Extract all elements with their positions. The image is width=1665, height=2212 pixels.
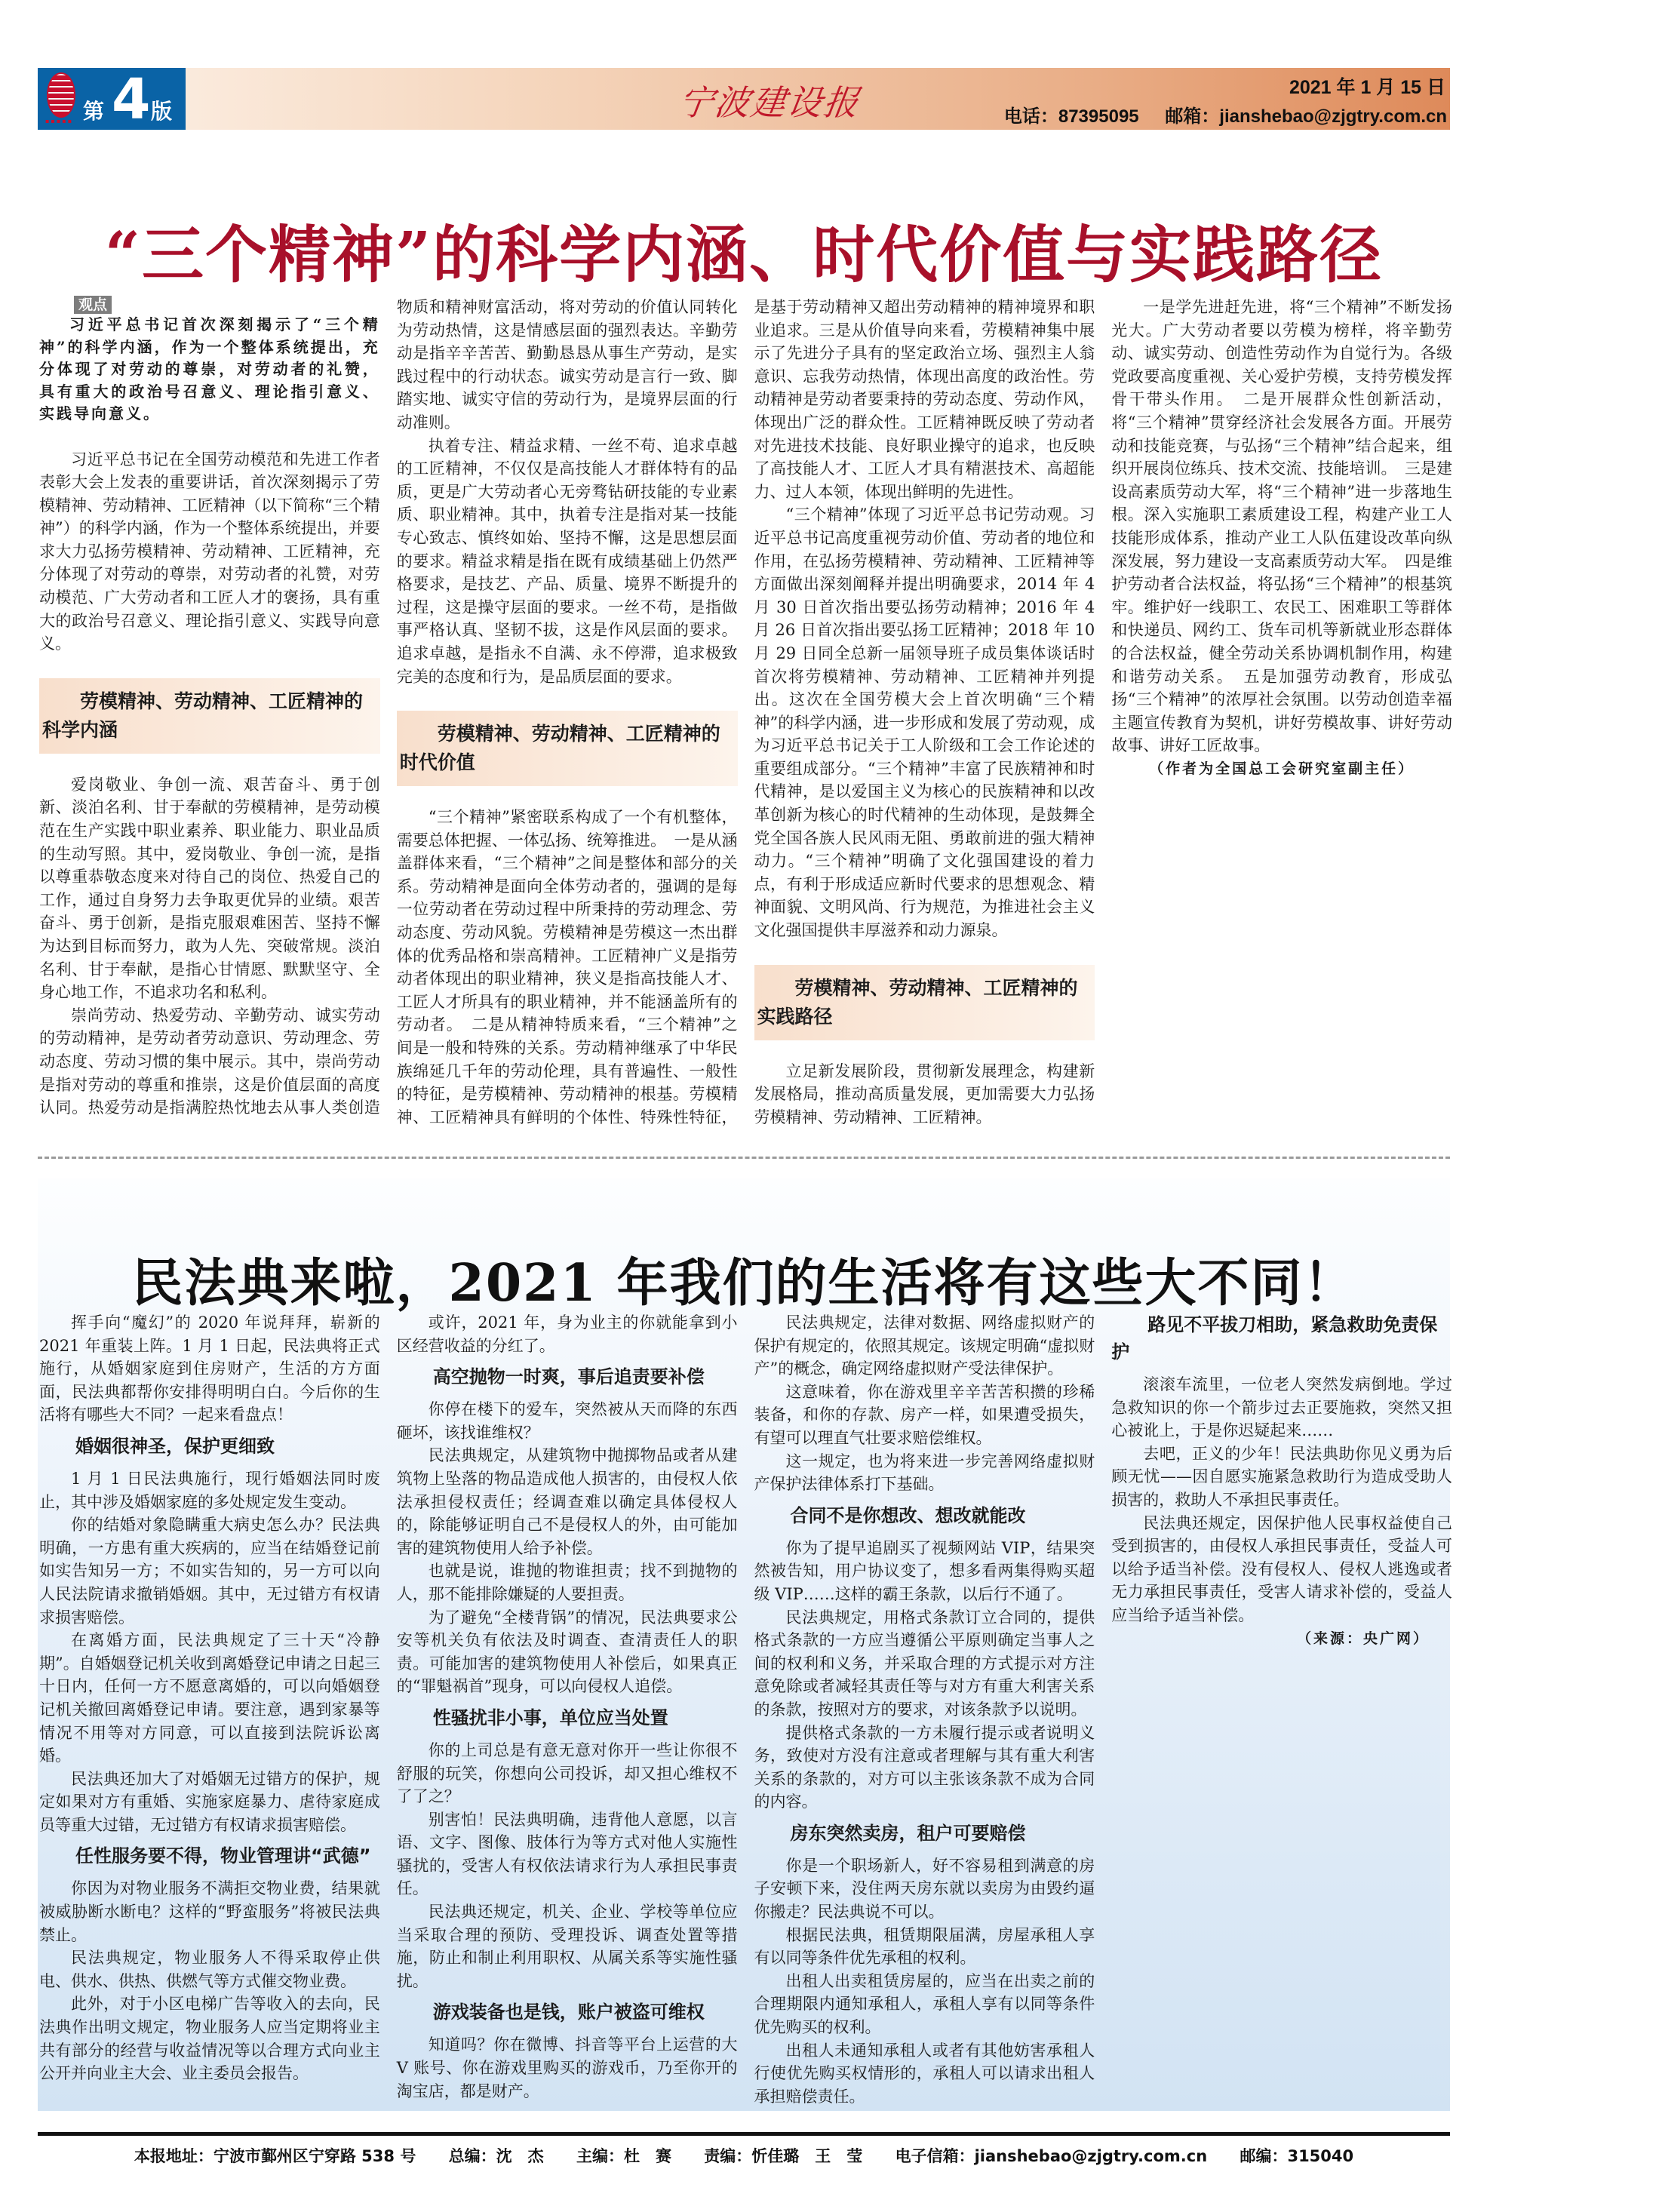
paragraph: 也就是说，谁抛的物谁担责；找不到抛物的人，那不能排除嫌疑的人要担责。 [396, 1562, 738, 1603]
paragraph: 习近平总书记在全国劳动模范和先进工作者表彰大会上发表的重要讲话，首次深刻揭示了劳模精神、劳动精神、工匠精神（以下简称“三个精神”）的科学内涵，作为一个整体系统提出，并要求大力弘扬劳模精神、劳动精神、工匠精神，充分体现了对劳动的尊崇，对劳动者的礼赞，对劳动模范、广大劳动者和工匠人才的褒扬，具有重大的政治号召意义、理论指引意义、实践导向意义。 [39, 450, 380, 653]
article1-body [39, 296, 1452, 1135]
article2-body [39, 1311, 1452, 2109]
paragraph: 你的结婚对象隐瞒重大病史怎么办？民法典明确，一方患有重大疾病的，应当在结婚登记前如实告知另一方；不如实告知的，另一方可以向人民法院请求撤销婚姻。其中，无过错方有权请求损害赔偿。 [39, 1516, 380, 1627]
article1-lede: 习近平总书记首次深刻揭示了“三个精神”的科学内涵，作为一个整体系统提出，充分体现了对劳动的尊崇，对劳动者的礼赞，具有重大的政治号召意义、理论指引意义、实践导向意义。 [39, 315, 380, 422]
footer-duty-editor: 责编：忻佳璐 王 莹 [704, 2147, 863, 2165]
subheading: 劳模精神、劳动精神、工匠精神的实践路径 [754, 965, 1095, 1040]
paragraph: 执着专注、精益求精、一丝不苟、追求卓越的工匠精神，不仅仅是高技能人才群体特有的品质，更是广大劳动者心无旁骛钻研技能的专业素质、职业精神。其中，执着专注是指对某一技能专心致志、慎终如始、坚持不懈，这是思想层面的要求。精益求精是指在既有成绩基础上仍然严格要求，是技艺、产品、质量、境界不断提升的过程，这是操守层面的要求。一丝不苟，是指做事严格认真、坚韧不拔，这是作风层面的要求。追求卓越，是指永不自满、永不停滞，追求极致完美的态度和行为，是品质层面的要求。 [396, 436, 738, 686]
paragraph: 这一规定，也为将来进一步完善网络虚拟财产保护法律体系打下基础。 [754, 1452, 1095, 1494]
paragraph: 崇尚劳动、热爱劳动、辛勤劳动、诚实劳动的劳动精神，是劳动者劳动意识、劳动理念、劳动态度、劳动习惯的集中展示。其中，崇尚劳动是指对劳动的尊重和推崇，这是价值层面的高度认同。热爱劳动是指满腔热忱地去从事人类创造物质和精神财富活动，将对劳动的价值认同转化为劳动热情，这是情感层面的强烈表达。辛勤劳动是指辛辛苦苦、勤勤恳恳从事生产劳动，是实践过程中的行动状态。诚实劳动是言行一致、脚踏实地、诚实守信的劳动行为，是境界层面的行动准则。 [39, 298, 738, 1117]
subheading: 合同不是你想改、想改就能改 [790, 1504, 1026, 1526]
subheading: 性骚扰非小事，单位应当处置 [432, 1707, 668, 1728]
paragraph: 你是一个职场新人，好不容易租到满意的房子安顿下来，没住两天房东就以卖房为由毁约逼你搬走？民法典说不可以。 [754, 1856, 1095, 1922]
paragraph: 在离婚方面，民法典规定了三十天“冷静期”。自婚姻登记机关收到离婚登记申请之日起三十日内，任何一方不愿意离婚的，可以向婚姻登记机关撤回离婚登记申请。要注意，遇到家暴等情况不用等对方同意，可以直接到法院诉讼离婚。 [39, 1631, 380, 1765]
contact-info [983, 101, 1447, 127]
paragraph: 民法典规定，物业服务人不得采取停止供电、供水、供热、供燃气等方式催交物业费。 [39, 1949, 380, 1990]
paragraph: 一是学先进赶先进，将“三个精神”不断发扬光大。广大劳动者要以劳模为榜样，将辛勤劳动、诚实劳动、创造性劳动作为自觉行为。各级党政要高度重视、关心爱护劳模，支持劳模发挥骨干带头作用。 二是开展群众性创新活动，将“三个精神”贯穿经济社会发展各方面。开展劳动和技能竞赛，与弘扬“三个精神”结合起来，组织开展岗位练兵、技术交流、技能培训。 三是建设高素质劳动大军，将“三个精神”进一步落地生根。深入实施职工素质建设工程，构建产业工人技能形成体系，推动产业工人队伍建设改革向纵深发展，努力建设一支高素质劳动大军。 四是维护劳动者合法权益，将弘扬“三个精神”的根基筑牢。维护好一线职工、农民工、困难职工等群体和快递员、网约工、货车司机等新就业形态群体的合法权益，健全劳动关系协调机制作用，构建和谐劳动关系。 五是加强劳动教育，形成弘扬“三个精神”的浓厚社会氛围。以劳动创造幸福主题宣传教育为契机，讲好劳模故事、讲好劳动故事、讲好工匠故事。 [1111, 298, 1452, 755]
paper-name-logo: 宁波建设报 [675, 82, 863, 123]
paragraph: 根据民法典，租赁期限届满，房屋承租人享有以同等条件优先承租的权利。 [754, 1925, 1095, 1968]
edition-badge [38, 68, 186, 130]
edition-suffix: 版 [151, 99, 173, 124]
paragraph: 民法典规定，用格式条款订立合同的，提供格式条款的一方应当遵循公平原则确定当事人之间的权利和义务，并采取合理的方式提示对方注意免除或者减轻其责任等与对方有重大利害关系的条款，按照对方的要求，对该条款予以说明。 [754, 1608, 1095, 1719]
email: 邮箱：jianshebao@zjgtry.com.cn [1165, 106, 1447, 127]
phone: 电话：87395095 [1003, 106, 1139, 127]
subheading: 婚姻很神圣，保护更细致 [75, 1435, 275, 1457]
subheading: 任性服务要不得，物业管理讲“武德” [75, 1845, 371, 1867]
paragraph: 民法典还加大了对婚姻无过错方的保护，规定如果对方有重婚、实施家庭暴力、虐待家庭成员等重大过错，无过错方有权请求损害赔偿。 [39, 1769, 380, 1834]
paragraph: 滚滚车流里，一位老人突然发病倒地。学过急救知识的你一个箭步过去正要施救，突然又担心被讹上，于是你迟疑起来…… [1111, 1375, 1452, 1440]
subheading: 房东突然卖房，租户可要赔偿 [790, 1822, 1026, 1844]
section-tag: 观点 [74, 296, 112, 314]
subheading: 高空抛物一时爽，事后追责要补偿 [432, 1366, 705, 1388]
masthead [38, 68, 1450, 130]
footer-email: 电子信箱：jianshebao@zjgtry.com.cn [895, 2147, 1208, 2165]
paragraph: 出租人出卖租赁房屋的，应当在出卖之前的合理期限内通知承租人，承租人享有以同等条件优先购买的权利。 [754, 1971, 1095, 2037]
subheading: 游戏装备也是钱，账户被盗可维权 [432, 2002, 705, 2023]
footer-chief-editor: 总编：沈 杰 [448, 2147, 544, 2165]
paragraph: 出租人未通知承租人或者有其他妨害承租人行使优先购买权情形的，承租人可以请求出租人承担赔偿责任。 [754, 2041, 1095, 2106]
article2-title: 民法典来啦，2021 年我们的生活将有这些大不同！ [131, 1252, 1356, 1313]
paragraph: “三个精神”体现了习近平总书记劳动观。习近平总书记高度重视劳动价值、劳动者的地位和作用，在弘扬劳模精神、劳动精神、工匠精神等方面做出深刻阐释并提出明确要求，2014 年 4 月 30 日首次指出要弘扬劳动精神；2016 年 4 月 26 日首次指出要弘扬工匠精神；2018 年 10 月 29 日同全总新一届领导班子成员集体谈话时首次将劳模精神、劳动精神、工匠精神并列提出。这次在全国劳模大会上首次明确“三个精神”的科学内涵，进一步形成和发展了劳动观，成为习近平总书记关于工人阶级和工会工作论述的重要组成部分。“三个精神”丰富了民族精神和时代精神，是以爱国主义为核心的民族精神和以改革创新为核心的时代精神的生动体现，是鼓舞全党全国各族人民风雨无阻、勇敢前进的强大精神动力。“三个精神”明确了文化强国建设的着力点，有利于形成适应新时代要求的思想观念、精神面貌、文明风尚、行为规范，为推进社会主义文化强国提供丰厚滋养和动力源泉。 [754, 505, 1095, 940]
logo-caption-icon: ▪▪▪▪▪ [45, 118, 74, 124]
footer-rule [38, 2132, 1450, 2136]
paragraph: 民法典规定，从建筑物中抛掷物品或者从建筑物上坠落的物品造成他人损害的，由侵权人依法承担侵权责任；经调查难以确定具体侵权人的，除能够证明自己不是侵权人的外，由可能加害的建筑物使用人给予补偿。 [396, 1446, 738, 1557]
paragraph: 或许，2021 年，身为业主的你就能拿到小区经营收益的分红了。 [396, 1313, 738, 1355]
footer-postcode: 邮编：315040 [1240, 2147, 1354, 2165]
paragraph: 你的上司总是有意无意对你开一些让你很不舒服的玩笑，你想向公司投诉，却又担心维权不了了之？ [396, 1740, 738, 1806]
paragraph: 民法典规定，法律对数据、网络虚拟财产的保护有规定的，依照其规定。该规定明确“虚拟财产”的概念，确定网络虚拟财产受法律保护。 [754, 1313, 1095, 1378]
paragraph: 别害怕！民法典明确，违背他人意愿，以言语、文字、图像、肢体行为等方式对他人实施性骚扰的，受害人有权依法请求行为人承担民事责任。 [396, 1810, 738, 1898]
paragraph: 知道吗？你在微博、抖音等平台上运营的大 V 账号、你在游戏里购买的游戏币，乃至你开的淘宝店，都是财产。 [396, 2035, 738, 2100]
paragraph: 民法典还规定，机关、企业、学校等单位应当采取合理的预防、受理投诉、调查处置等措施，防止和制止利用职权、从属关系等实施性骚扰。 [396, 1903, 738, 1990]
paragraph: 立足新发展阶段，贯彻新发展理念，构建新发展格局，推动高质量发展，更加需要大力弘扬劳模精神、劳动精神、工匠精神。 [754, 1061, 1095, 1126]
paragraph: 你因为对物业服务不满拒交物业费，结果就被威胁断水断电？这样的“野蛮服务”将被民法典禁止。 [39, 1879, 380, 1944]
edition-prefix: 第 [83, 99, 105, 124]
paragraph: 为了避免“全楼背锅”的情况，民法典要求公安等机关负有依法及时调查、查清责任人的职责。可能加害的建筑物使用人补偿后，如果真正的“罪魁祸首”现身，可以向侵权人追偿。 [396, 1608, 738, 1696]
issue-date: 2021 年 1 月 15 日 [1289, 77, 1445, 98]
paragraph: 你停在楼下的爱车，突然被从天而降的东西砸坏，该找谁维权？ [396, 1400, 738, 1442]
paragraph: 此外，对于小区电梯广告等收入的去向，民法典作出明文规定，物业服务人应当定期将业主共有部分的经营与收益情况等以合理方式向业主公开并向业主大会、业主委员会报告。 [39, 1995, 380, 2083]
edition-number: 4 [112, 67, 151, 132]
subheading: 劳模精神、劳动精神、工匠精神的科学内涵 [39, 678, 380, 754]
paragraph: 挥手向“魔幻”的 2020 年说拜拜，崭新的 2021 年重装上阵。1 月 1 日起，民法典将正式施行，从婚姻家庭到住房财产，生活的方方面面，民法典都帮你安排得明明白白。今后你的生活将有哪些大不同？一起来看盘点！ [39, 1313, 380, 1424]
paragraph: 你为了提早追剧买了视频网站 VIP，结果突然被告知，用户协议变了，想多看两集得购买超级 VIP……这样的霸王条款，以后行不通了。 [754, 1538, 1095, 1603]
footer-address: 本报地址：宁波市鄞州区宁穿路 538 号 [134, 2147, 416, 2165]
paragraph: 民法典还规定，因保护他人民事权益使自己受到损害的，由侵权人承担民事责任，受益人可以给予适当补偿。没有侵权人、侵权人逃逸或者无力承担民事责任，受害人请求补偿的，受益人应当给予适当补偿。 [1111, 1513, 1452, 1624]
source-credit: （来源：央广网） [1296, 1630, 1430, 1647]
paragraph: 1 月 1 日民法典施行，现行婚姻法同时废止，其中涉及婚姻家庭的多处规定发生变动。 [39, 1469, 380, 1511]
paragraph: 提供格式条款的一方未履行提示或者说明义务，致使对方没有注意或者理解与其有重大利害关系的条款的，对方可以主张该条款不成为合同的内容。 [754, 1723, 1095, 1811]
footer-editor: 主编：杜 赛 [576, 2147, 671, 2165]
paragraph: 爱岗敬业、争创一流、艰苦奋斗、勇于创新、淡泊名利、甘于奉献的劳模精神，是劳动模范在生产实践中职业素养、职业能力、职业品质的生动写照。其中，爱岗敬业、争创一流，是指以尊重恭敬态度来对待自己的岗位、热爱自己的工作，通过自身努力去争取更优异的业绩。艰苦奋斗、勇于创新，是指克服艰难困苦、坚持不懈为达到目标而努力，敢为人先、突破常规。淡泊名利、甘于奉献，是指心甘情愿、默默坚守、全身心地工作，不追求功名和私利。 [39, 775, 380, 1002]
paragraph: 这意味着，你在游戏里辛辛苦苦积攒的珍稀装备，和你的存款、房产一样，如果遭受损失，有望可以理直气壮要求赔偿维权。 [754, 1382, 1095, 1447]
paragraph: “三个精神”紧密联系构成了一个有机整体，需要总体把握、一体弘扬、统筹推进。 一是从涵盖群体来看，“三个精神”之间是整体和部分的关系。劳动精神是面向全体劳动者的，强调的是每一位劳动者在劳动过程中所秉持的劳动理念、劳动态度、劳动风貌。劳模精神是劳模这一杰出群体的优秀品格和崇高精神。工匠精神广义是指劳动者体现出的职业精神，狭义是指高技能人才、工匠人才所具有的职业精神，并不能涵盖所有的劳动者。 二是从精神特质来看，“三个精神”之间是一般和特殊的关系。劳动精神继承了中华民族绵延几千年的劳动伦理，具有普遍性、一般性的特征，是劳模精神、劳动精神的根基。劳模精神、工匠精神具有鲜明的个体性、特殊性特征，是基于劳动精神又超出劳动精神的精神境界和职业追求。三是从价值导向来看，劳模精神集中展示了先进分子具有的坚定政治立场、强烈主人翁意识、忘我劳动热情，体现出高度的政治性。劳动精神是劳动者要秉持的劳动态度、劳动作风，体现出广泛的群众性。工匠精神既反映了劳动者对先进技术技能、良好职业操守的追求，也反映了高技能人才、工匠人才具有精湛技术、高超能力、过人本领，体现出鲜明的先进性。 [396, 298, 1095, 1126]
globe-logo-icon [47, 72, 75, 118]
paragraph: 去吧，正义的少年！民法典助你见义勇为后顾无忧——因自愿实施紧急救助行为造成受助人损害的，救助人不承担民事责任。 [1111, 1444, 1452, 1509]
author-byline: （作者为全国总工会研究室副主任） [1149, 760, 1415, 777]
article1-title: “三个精神”的科学内涵、时代价值与实践路径 [104, 218, 1384, 291]
section-divider [38, 1157, 1450, 1159]
subheading: 路见不平拔刀相助，紧急救助免责保护 [1111, 1314, 1438, 1363]
subheading: 劳模精神、劳动精神、工匠精神的时代价值 [397, 711, 738, 786]
footer [38, 2144, 1450, 2167]
